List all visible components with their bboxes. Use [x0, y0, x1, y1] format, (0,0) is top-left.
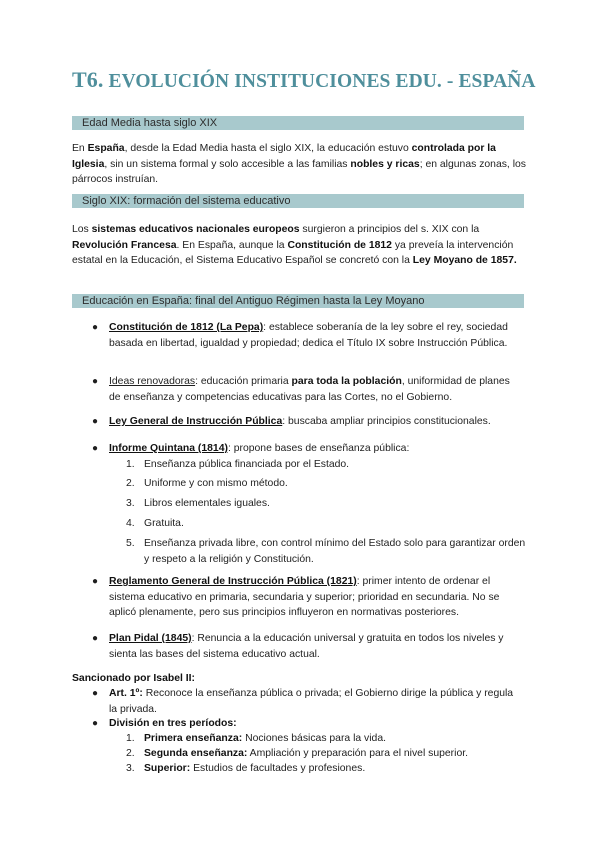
quintana-point: 4. Gratuita.: [126, 518, 184, 529]
bullet-icon: ●: [92, 416, 99, 427]
period-item: 1. Primera enseñanza: Nociones básicas para la vida.: [126, 733, 387, 744]
list-item-informe-quintana: ● Informe Quintana (1814): propone bases de enseñanza pública:: [92, 441, 522, 457]
period-item: 3. Superior: Estudios de facultades y profesiones.: [126, 763, 366, 774]
list-item-reglamento-1821: ● Reglamento General de Instrucción Pública (1821): primer intento de ordenar el sistema educativo en primaria, secundaria y superior; prioridad en secundaria. No se aplicó plenamente, pero sus principios influyeron en normativas posteriores.: [92, 576, 500, 618]
list-item-plan-pidal: ● Plan Pidal (1845): Renuncia a la educación universal y gratuita en todos los niveles y sienta las bases del sistema educativo actual.: [92, 633, 504, 660]
list-item-constitucion-1812: ● Constitución de 1812 (La Pepa): establece soberanía de la ley sobre el rey, sociedad basada en libertad, igualdad y propiedad; dedica el Título IX sobre Instrucción Pública.: [92, 322, 508, 349]
title-prefix: T6.: [72, 67, 104, 92]
paragraph-edad-media: En España, desde la Edad Media hasta el siglo XIX, la educación estuvo controlada por la Iglesia, sin un sistema formal y solo accesible a las familias nobles y ricas; en algunas zonas, los párrocos instruían.: [72, 143, 526, 185]
sancionado-heading: Sancionado por Isabel II:: [72, 673, 195, 684]
section-heading-edad-media: Edad Media hasta siglo XIX: [72, 116, 524, 130]
bullet-icon: ●: [92, 688, 99, 699]
bullet-icon: ●: [92, 718, 99, 729]
bullet-icon: ●: [92, 376, 99, 387]
bullet-icon: ●: [92, 576, 99, 587]
list-item-division-periodos: ● División en tres períodos:: [92, 716, 522, 732]
quintana-point: 2. Uniforme y con mismo método.: [126, 478, 288, 489]
paragraph-siglo-xix: Los sistemas educativos nacionales europeos surgieron a principios del s. XIX con la Revolución Francesa. En España, aunque la Constitución de 1812 ya preveía la intervención estatal en la Educación, el Sistema Educativo Español se concretó con la Ley Moyano de 1857.: [72, 224, 517, 266]
quintana-point: 5. Enseñanza privada libre, con control mínimo del Estado solo para garantizar orden y respeto a la religión y Constitución.: [126, 538, 526, 565]
list-item-art-1: ● Art. 1º: Reconoce la enseñanza pública o privada; el Gobierno dirige la pública y regula la privada.: [92, 688, 514, 715]
bullet-icon: ●: [92, 443, 99, 454]
page-title: [72, 67, 542, 92]
section-heading-siglo-xix: Siglo XIX: formación del sistema educativo: [72, 194, 524, 208]
bullet-icon: ●: [92, 322, 99, 333]
bullet-icon: ●: [92, 633, 99, 644]
quintana-point: 1. Enseñanza pública financiada por el Estado.: [126, 459, 350, 470]
list-item-ideas-renovadoras: ● Ideas renovadoras: educación primaria para toda la población, uniformidad de planes de enseñanza y competencias educativas para las Cortes, no el Gobierno.: [92, 376, 510, 403]
section-heading-antiguo-regimen: Educación en España: final del Antiguo Régimen hasta la Ley Moyano: [72, 294, 524, 308]
quintana-point: 3. Libros elementales iguales.: [126, 498, 270, 509]
title-text: EVOLUCIÓN INSTITUCIONES EDU. - ESPAÑA: [108, 71, 536, 92]
period-item: 2. Segunda enseñanza: Ampliación y preparación para el nivel superior.: [126, 748, 468, 759]
list-item-ley-general: ● Ley General de Instrucción Pública: buscaba ampliar principios constitucionales.: [92, 414, 522, 430]
